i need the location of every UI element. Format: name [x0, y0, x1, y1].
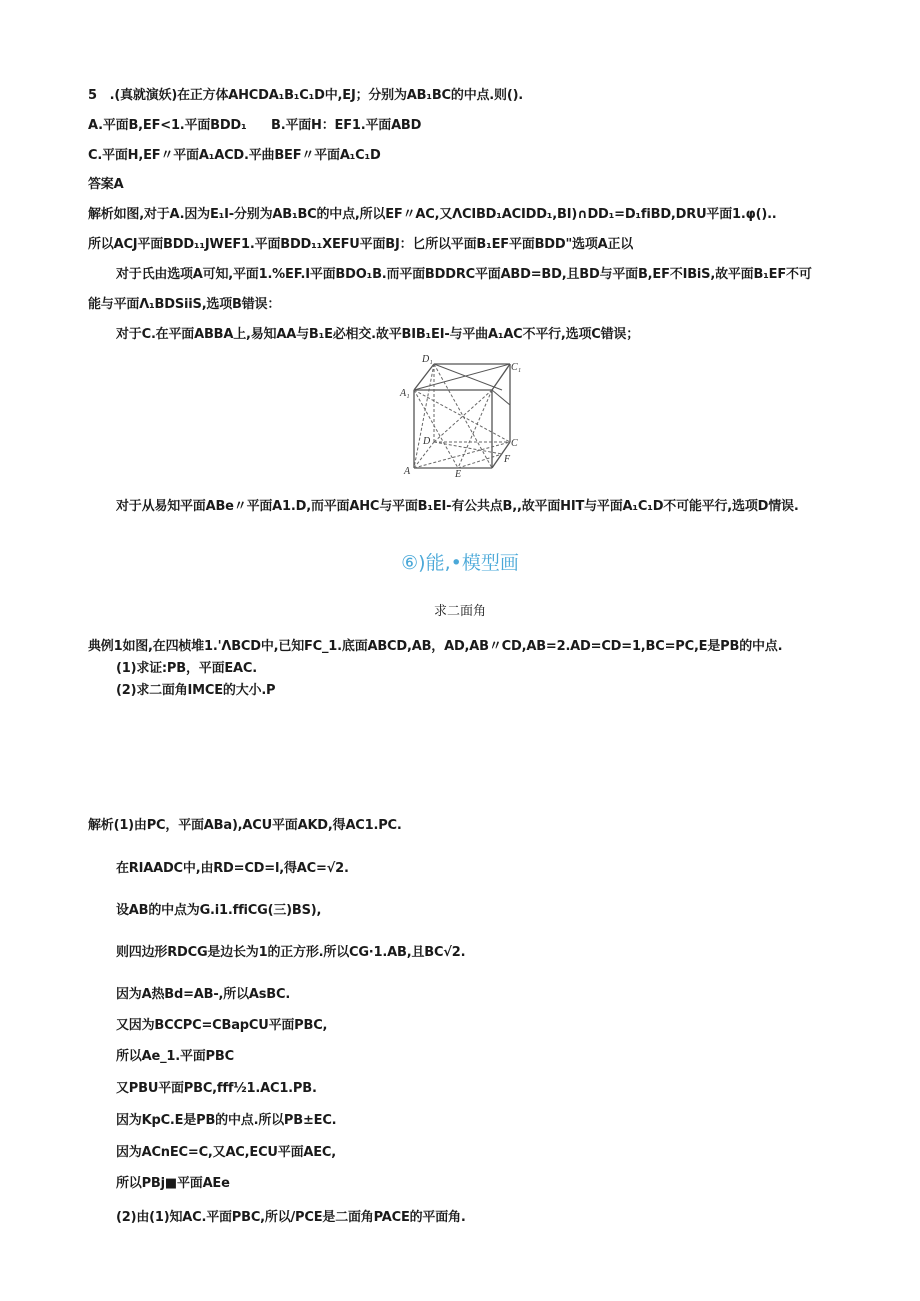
option-b: B.平面H：EF1.平面ABD — [271, 118, 422, 133]
solution-line: 设AB的中点为G.i1.ffiCG(三)BS), — [116, 903, 322, 918]
label-c1: C₁ — [511, 362, 522, 373]
option-a: A.平面B,EF<1.平面BDD₁ — [88, 118, 247, 133]
solution-line: 因为KpC.E是PB的中点.所以PB±EC. — [116, 1113, 337, 1128]
solution-line: 因为A热Bd=AB-,所以AsBC. — [116, 987, 291, 1002]
analysis-line-4: 能与平面Λ₁BDSiiS,选项B错误： — [88, 297, 281, 312]
solution-line: 又PBU平面PBC,fff½1.AC1.PB. — [116, 1081, 317, 1096]
solution-line: 解析(1)由PC，平面ABa),ACU平面AKD,得AC1.PC. — [88, 818, 402, 833]
problem-5-answer: 答案A — [88, 177, 124, 192]
label-d1: D₁ — [422, 354, 433, 365]
problem-5-options-cd: C.平面H,EF〃平面A₁ACD.平曲BEF〃平面A₁C₁D — [88, 148, 381, 163]
solution-line: 在RIAADC中,由RD=CD=l,得AC=√2. — [116, 861, 349, 876]
problem-5-stem-text: 5 .(真就演妖)在正方体AHCDA₁B₁C₁D中,EJ；分别为AB₁BC的中点.则(). — [88, 88, 524, 103]
example-1-question-1: (1)求证:PB，平面EAC. — [116, 661, 257, 676]
solution-line: 则四边形RDCG是边长为1的正方形.所以CG·1.AB,且BC√2. — [116, 945, 466, 960]
solution-line: 所以PBj■平面AEe — [116, 1176, 230, 1191]
analysis-line-3: 对于氏由选项A可知,平面1.%EF.I平面BDO₁B.而平面BDDRC平面ABD=BD,且BD与平面B,EF不IBiS,故平面B₁EF不可 — [116, 267, 812, 282]
label-f: F — [504, 454, 511, 465]
label-a1: A₁ — [400, 388, 410, 399]
problem-5-stem — [88, 87, 523, 104]
analysis-line-2: 所以ACJ平面BDD₁₁JWEF1.平面BDD₁₁XEFU平面BJ：匕所以平面B₁EF平面BDD"选项A正以 — [88, 237, 634, 252]
problem-5-options-ab — [88, 117, 528, 134]
analysis-line-1: 解析如图,对于A.因为E₁I-分别为AB₁BC的中点,所以EF〃AC,又ΛCIBD₁ACIDD₁,BI)∩DD₁=D₁fiBD,DRU平面1.φ().. — [88, 207, 777, 222]
label-a: A — [404, 466, 411, 477]
solution-line: 所以Ae_1.平面PBC — [116, 1049, 234, 1064]
section-subtitle: 求二面角 — [433, 604, 486, 619]
analysis-line-6: 对于从易知平面ABe〃平面A1.D,而平面AHC与平面B₁EI-有公共点B,,故平面HIT与平面A₁C₁D不可能平行,选项D情误. — [116, 499, 799, 514]
section-title: ⑥)能,•模型画 — [401, 552, 519, 574]
analysis-line-5: 对于C.在平面ABBA上,易知AA与B₁E必相交.故平BIB₁EI-与平曲A₁AC不平行,选项C错误； — [116, 327, 639, 342]
example-1-question-2: (2)求二面角IMCE的大小.P — [116, 683, 276, 698]
solution-line: 又因为BCCPC=CBapCU平面PBC, — [116, 1018, 328, 1033]
label-d: D — [423, 436, 431, 447]
label-c: C — [511, 438, 518, 449]
solution-line: (2)由(1)知AC.平面PBC,所以/PCE是二面角PACE的平面角. — [116, 1210, 466, 1225]
label-e: E — [455, 469, 462, 478]
example-1-stem: 典例1如图,在四桢堆1.'ΛBCD中,已知FC_1.底面ABCD,AB，AD,AB〃CD,AB=2.AD=CD=1,BC=PC,E是PB的中点. — [88, 639, 783, 654]
solution-line: 因为ACnEC=C,又AC,ECU平面AEC, — [116, 1145, 336, 1160]
cube-figure — [398, 350, 522, 478]
